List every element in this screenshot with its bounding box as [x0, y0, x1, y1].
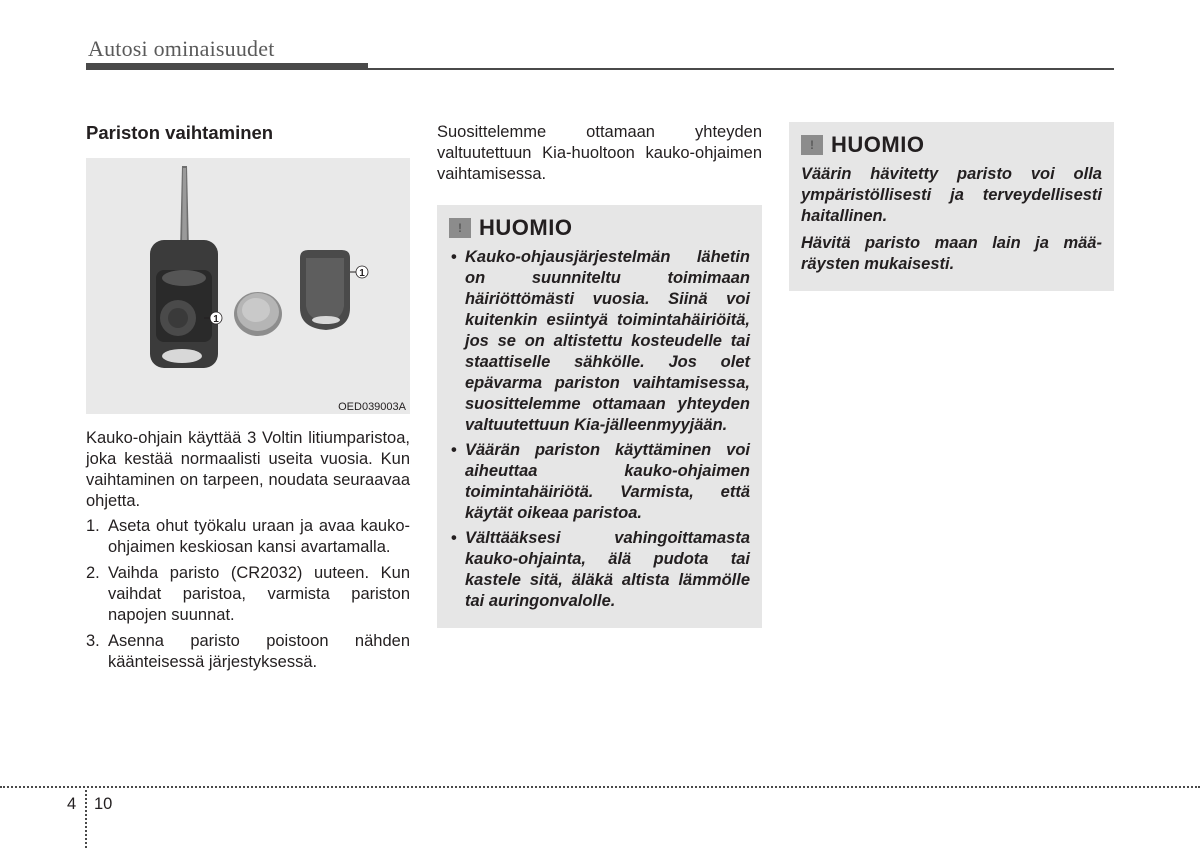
caution-title: HUOMIO: [479, 215, 573, 240]
caution-item: • Välttääksesi vahingoittamasta kauko-ohjainta, älä pudota tai kastele sitä, äläkä altista lämmölle tai auringonvalolle.: [449, 528, 750, 612]
warning-icon: !: [449, 218, 471, 238]
page-number: 10: [94, 795, 113, 813]
chapter-number: 4: [67, 795, 77, 813]
column-left: [86, 122, 410, 678]
caution-item: • Väärän pariston käyttäminen voi aiheuttaa kauko-ohjaimen toimintahäiriötä. Varmista, että käytät oikeaa paristoa.: [449, 440, 750, 524]
caution-paragraph: Hävitä paristo maan lain ja määräysten mukaisesti.: [801, 234, 1102, 273]
caution-title: HUOMIO: [831, 132, 925, 157]
step-item: [86, 516, 410, 558]
step-text: Vaihda paristo (CR2032) uuteen. Kun vaihdat paristoa, varmista pariston napojen suunnat.: [108, 564, 410, 624]
header-rule-thin: [368, 68, 1114, 70]
section-heading: Pariston vaihtaminen: [86, 122, 274, 143]
caution-header: [801, 132, 1102, 158]
step-item: [86, 563, 410, 626]
warning-icon: !: [801, 135, 823, 155]
column-middle: [437, 122, 762, 628]
callout-label-upper: 1: [359, 268, 365, 279]
callout-label-lower: 1: [213, 314, 219, 325]
caution-box: [789, 122, 1114, 291]
key-fob-figure: [86, 158, 410, 414]
step-number: 3.: [86, 632, 100, 650]
caution-box: [437, 205, 762, 628]
key-fob-illustration: [86, 158, 410, 414]
step-text: Aseta ohut työkalu uraan ja avaa kauko-ohjaimen keskiosan kansi avartamalla.: [108, 517, 410, 556]
caution-list: [449, 247, 750, 612]
caution-paragraph: Väärin hävitetty paristo voi olla ympäristöllisesti ja terveydellisesti haitallinen.: [801, 165, 1102, 225]
step-number: 2.: [86, 564, 100, 582]
column-right: [789, 122, 1114, 291]
caution-body: [801, 164, 1102, 275]
instruction-steps: [86, 516, 410, 673]
step-number: 1.: [86, 517, 100, 535]
figure-code: OED039003A: [338, 401, 406, 413]
recommendation-paragraph: Suosittelemme ottamaan yhteyden valtuutettuun Kia-huoltoon kauko-ohjaimen vaihtamisessa.: [437, 123, 762, 183]
step-item: [86, 631, 410, 673]
footer-rule: [0, 786, 1200, 788]
caution-header: [449, 215, 750, 241]
step-text: Asenna paristo poistoon nähden käänteisessä järjestyksessä.: [108, 632, 410, 671]
footer-divider: [85, 790, 87, 848]
intro-paragraph: Kauko-ohjain käyttää 3 Voltin litiumparistoa, joka kestää normaalisti useita vuosia. Kun vaihtaminen on tarpeen, noudata seuraavaa ohjetta.: [86, 429, 410, 510]
running-header: Autosi ominaisuudet: [88, 36, 275, 61]
caution-item: • Kauko-ohjausjärjestelmän lähetin on suunniteltu toimimaan häiriöttömästi vuosia. Siinä voi kuitenkin esiintyä toimintahäiriöitä, jos se on altistettu kosteudelle tai staattiselle sähkölle. Jos olet epävarma pariston vaihtamisessa, suosittelemme ottamaan yhteyden valtuutettuun Kia-jälleenmyyjään.: [449, 247, 750, 436]
header-rule-thick: [86, 63, 368, 70]
